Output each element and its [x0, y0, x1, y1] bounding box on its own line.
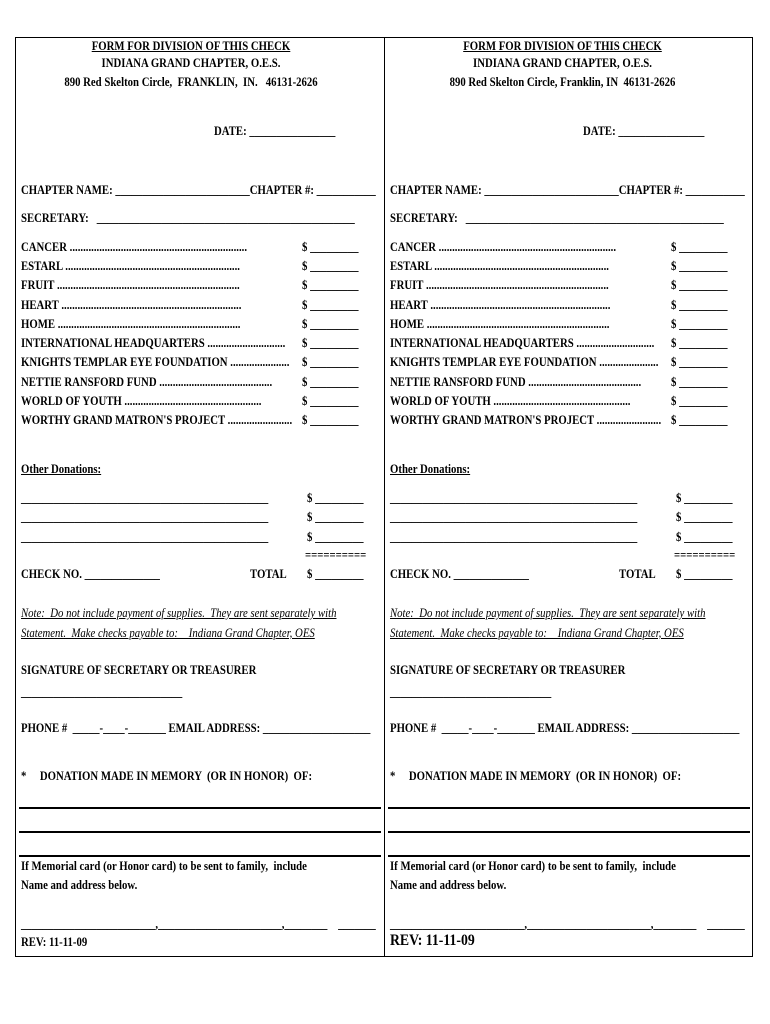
note-line-1: Note: Do not include payment of supplies. They are sent separately with	[390, 606, 706, 620]
fund-amount-field[interactable]: $ _________	[671, 278, 728, 292]
note-line-2: Statement. Make checks payable to: Indiana Grand Chapter, OES	[390, 626, 684, 640]
check-number-field[interactable]: CHECK NO. ______________	[390, 567, 529, 581]
fund-amount-field[interactable]: $ _________	[302, 317, 359, 331]
total-label: TOTAL	[619, 567, 656, 581]
signature-label: SIGNATURE OF SECRETARY OR TREASURER	[21, 663, 257, 677]
fund-name: KNIGHTS TEMPLAR EYE FOUNDATION ......................	[390, 355, 659, 369]
other-donation-amount[interactable]: $ _________	[307, 491, 364, 505]
memory-honor-label: * DONATION MADE IN MEMORY (OR IN HONOR) OF:	[21, 769, 313, 783]
signature-field[interactable]: ______________________________	[21, 685, 183, 699]
other-donation-amount[interactable]: $ _________	[307, 510, 364, 524]
fund-amount-field[interactable]: $ _________	[671, 240, 728, 254]
fund-amount-field[interactable]: $ _________	[671, 298, 728, 312]
other-donation-amount[interactable]: $ _________	[676, 530, 733, 544]
total-label: TOTAL	[250, 567, 287, 581]
chapter-name-field[interactable]: CHAPTER NAME: _________________________CHAPTER #: ___________	[21, 183, 376, 197]
phone-email-field[interactable]: PHONE # _____-____-_______ EMAIL ADDRESS: ____________________	[21, 721, 371, 735]
fund-amount-field[interactable]: $ _________	[671, 394, 728, 408]
other-donation-amount[interactable]: $ _________	[307, 530, 364, 544]
note-line-2: Statement. Make checks payable to: Indiana Grand Chapter, OES	[21, 626, 315, 640]
memory-name-line[interactable]	[388, 831, 750, 833]
memory-name-line[interactable]	[19, 855, 381, 857]
org-address: 890 Red Skelton Circle, Franklin, IN 46131-2626	[449, 75, 676, 89]
fund-amount-field[interactable]: $ _________	[302, 375, 359, 389]
fund-name: INTERNATIONAL HEADQUARTERS .............................	[21, 336, 286, 350]
fund-amount-field[interactable]: $ _________	[302, 394, 359, 408]
fund-name: WORLD OF YOUTH ...................................................	[390, 394, 631, 408]
other-donation-line[interactable]: ______________________________________________	[21, 491, 269, 505]
org-name: INDIANA GRAND CHAPTER, O.E.S.	[101, 56, 281, 70]
check-number-field[interactable]: CHECK NO. ______________	[21, 567, 160, 581]
org-address: 890 Red Skelton Circle, FRANKLIN, IN. 46131-2626	[64, 75, 318, 89]
column-divider	[384, 37, 385, 957]
fund-amount-field[interactable]: $ _________	[302, 413, 359, 427]
chapter-name-field[interactable]: CHAPTER NAME: _________________________CHAPTER #: ___________	[390, 183, 745, 197]
fund-name: HEART ...................................................................	[21, 298, 242, 312]
memorial-instruction-2: Name and address below.	[21, 878, 138, 892]
other-donation-line[interactable]: ______________________________________________	[21, 530, 269, 544]
fund-name: WORTHY GRAND MATRON'S PROJECT ........................	[390, 413, 662, 427]
revision-label: REV: 11-11-09	[390, 932, 475, 949]
other-donations-label: Other Donations:	[21, 462, 102, 476]
fund-amount-field[interactable]: $ _________	[302, 278, 359, 292]
signature-field[interactable]: ______________________________	[390, 685, 552, 699]
form-title: FORM FOR DIVISION OF THIS CHECK	[463, 39, 662, 53]
fund-name: HEART ...................................................................	[390, 298, 611, 312]
total-amount-field[interactable]: $ _________	[676, 567, 733, 581]
fund-name: ESTARL .................................................................	[21, 259, 241, 273]
memory-name-line[interactable]	[388, 855, 750, 857]
date-field[interactable]: DATE: ________________	[583, 124, 705, 138]
revision-label: REV: 11-11-09	[21, 935, 88, 949]
memory-honor-label: * DONATION MADE IN MEMORY (OR IN HONOR) OF:	[390, 769, 682, 783]
other-donation-line[interactable]: ______________________________________________	[390, 510, 638, 524]
total-separator: ==========	[305, 548, 367, 562]
date-field[interactable]: DATE: ________________	[214, 124, 336, 138]
fund-name: NETTIE RANSFORD FUND ..........................................	[21, 375, 273, 389]
memory-name-line[interactable]	[388, 807, 750, 809]
other-donations-label: Other Donations:	[390, 462, 471, 476]
fund-amount-field[interactable]: $ _________	[302, 240, 359, 254]
fund-name: NETTIE RANSFORD FUND ..........................................	[390, 375, 642, 389]
fund-name: ESTARL .................................................................	[390, 259, 610, 273]
family-address-field[interactable]: _________________________,_______________________,________ _______	[390, 917, 745, 931]
total-separator: ==========	[674, 548, 736, 562]
phone-email-field[interactable]: PHONE # _____-____-_______ EMAIL ADDRESS: ____________________	[390, 721, 740, 735]
fund-amount-field[interactable]: $ _________	[671, 336, 728, 350]
form-copy-left	[21, 37, 381, 957]
fund-name: CANCER ..................................................................	[21, 240, 248, 254]
fund-name: INTERNATIONAL HEADQUARTERS .............................	[390, 336, 655, 350]
fund-amount-field[interactable]: $ _________	[671, 317, 728, 331]
fund-amount-field[interactable]: $ _________	[302, 298, 359, 312]
memory-name-line[interactable]	[19, 831, 381, 833]
memorial-instruction-1: If Memorial card (or Honor card) to be sent to family, include	[21, 859, 307, 873]
secretary-field[interactable]: SECRETARY: ________________________________________________	[21, 211, 355, 225]
fund-name: KNIGHTS TEMPLAR EYE FOUNDATION ......................	[21, 355, 290, 369]
fund-name: CANCER ..................................................................	[390, 240, 617, 254]
fund-amount-field[interactable]: $ _________	[671, 355, 728, 369]
form-title: FORM FOR DIVISION OF THIS CHECK	[91, 39, 291, 53]
memory-name-line[interactable]	[19, 807, 381, 809]
fund-amount-field[interactable]: $ _________	[671, 259, 728, 273]
fund-amount-field[interactable]: $ _________	[302, 259, 359, 273]
fund-name: HOME ....................................................................	[21, 317, 241, 331]
memorial-instruction-1: If Memorial card (or Honor card) to be sent to family, include	[390, 859, 676, 873]
fund-amount-field[interactable]: $ _________	[671, 413, 728, 427]
form-copy-right	[390, 37, 750, 957]
fund-name: FRUIT ....................................................................	[21, 278, 240, 292]
fund-name: WORLD OF YOUTH ...................................................	[21, 394, 262, 408]
fund-name: WORTHY GRAND MATRON'S PROJECT ........................	[21, 413, 293, 427]
other-donation-amount[interactable]: $ _________	[676, 491, 733, 505]
other-donation-line[interactable]: ______________________________________________	[390, 491, 638, 505]
family-address-field[interactable]: _________________________,_______________________,________ _______	[21, 917, 376, 931]
org-name: INDIANA GRAND CHAPTER, O.E.S.	[473, 56, 652, 70]
total-amount-field[interactable]: $ _________	[307, 567, 364, 581]
secretary-field[interactable]: SECRETARY: ________________________________________________	[390, 211, 724, 225]
note-line-1: Note: Do not include payment of supplies. They are sent separately with	[21, 606, 337, 620]
fund-amount-field[interactable]: $ _________	[302, 355, 359, 369]
fund-name: HOME ....................................................................	[390, 317, 610, 331]
other-donation-line[interactable]: ______________________________________________	[21, 510, 269, 524]
fund-amount-field[interactable]: $ _________	[671, 375, 728, 389]
fund-name: FRUIT ....................................................................	[390, 278, 609, 292]
other-donation-amount[interactable]: $ _________	[676, 510, 733, 524]
fund-amount-field[interactable]: $ _________	[302, 336, 359, 350]
signature-label: SIGNATURE OF SECRETARY OR TREASURER	[390, 663, 626, 677]
other-donation-line[interactable]: ______________________________________________	[390, 530, 638, 544]
memorial-instruction-2: Name and address below.	[390, 878, 507, 892]
